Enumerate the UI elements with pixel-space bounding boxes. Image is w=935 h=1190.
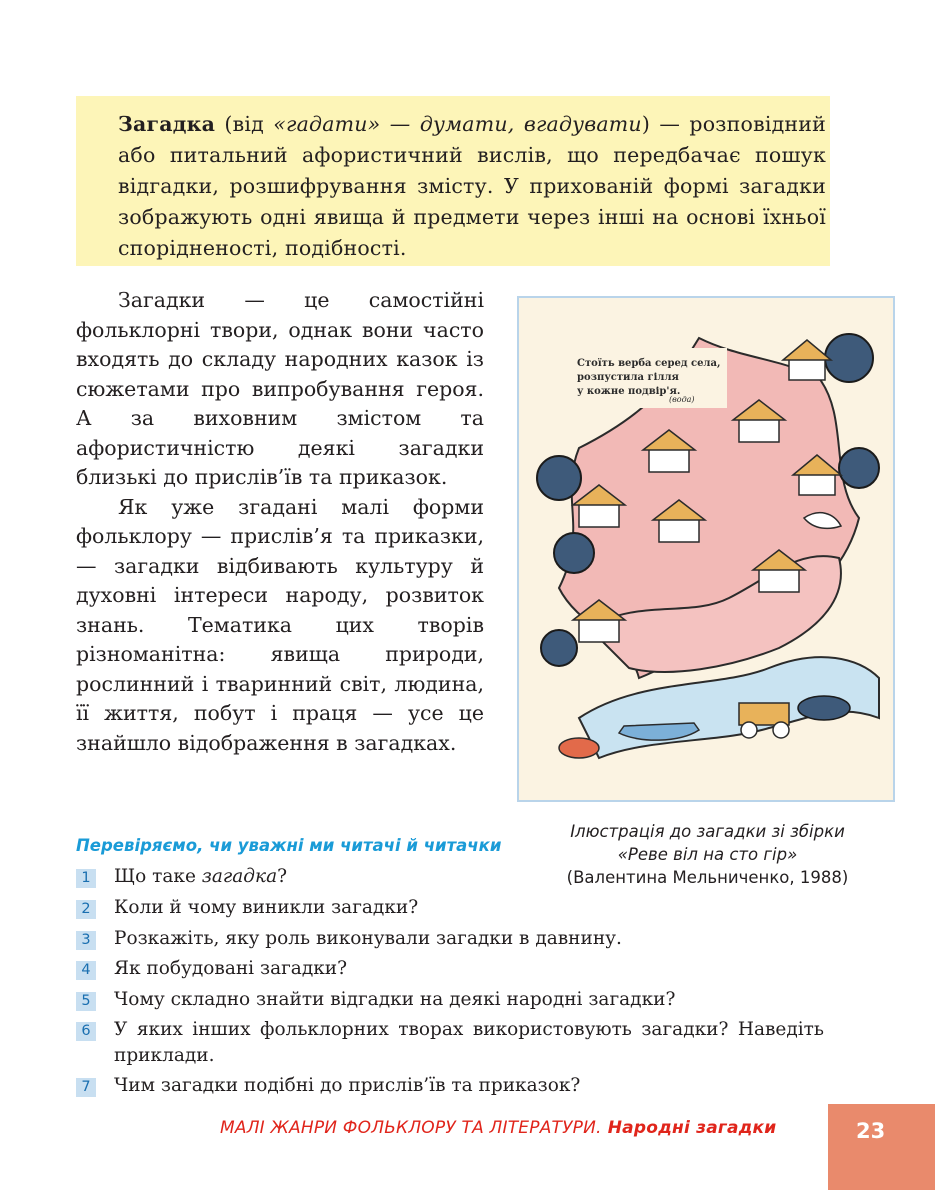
definition-rest: ) — розповідний або питальний афористичний вислів, що передбачає пошук відгадки, розшифрування змісту. У прихованій формі загадки зображують одні явища й предмети через інші на основі їхньої спорідненості, подібності.: [118, 112, 826, 260]
definition-text: [118, 109, 826, 264]
question-text: Чим загадки подібні до прислів’їв та приказок?: [114, 1075, 581, 1096]
page-number-badge: [828, 1104, 935, 1190]
question-number: 5: [76, 992, 96, 1011]
definition-term: Загадка: [118, 112, 216, 136]
illustration-riddle-line2: розпустила гілля: [577, 372, 679, 383]
question-item: [76, 956, 836, 982]
riddle-illustration: [517, 296, 895, 802]
illustration-riddle-line3: у кожне подвір'я.: [577, 386, 681, 397]
paragraph-1: Загадки — це самостійні фольклорні твори, однак вони часто входять до складу народних казок із сюжетами про випробування героя. А за виховним змістом та афористичністю деякі загадки близькі до прислів’їв та приказок.: [76, 288, 484, 489]
footer-section-caps: МАЛІ ЖАНРИ ФОЛЬКЛОРУ ТА ЛІТЕРАТУРИ.: [220, 1118, 602, 1138]
caption-line2: «Реве віл на сто гір»: [617, 845, 798, 864]
question-item: [76, 987, 836, 1013]
question-text: Розкажіть, яку роль виконували загадки в давнину.: [114, 928, 622, 949]
illustration-answer: (вода): [669, 395, 695, 404]
question-number: 1: [76, 869, 96, 888]
caption-line3: (Валентина Мельниченко, 1988): [566, 868, 849, 887]
definition-box: [76, 96, 830, 266]
page-number: 23: [856, 1119, 886, 1143]
question-text: У яких інших фольклорних творах використовують загадки? Наведіть приклади.: [114, 1019, 824, 1066]
footer-section-sub: Народні загадки: [601, 1118, 777, 1138]
caption-line1: Ілюстрація до загадки зі збірки: [570, 822, 845, 841]
question-number: 6: [76, 1022, 96, 1041]
definition-open: (від: [215, 112, 274, 136]
question-text: Що таке загадка?: [114, 866, 288, 887]
question-text: Коли й чому виникли загадки?: [114, 897, 419, 918]
question-item: [76, 864, 836, 890]
illustration-drawing: [519, 298, 893, 800]
question-item: [76, 926, 836, 952]
definition-etymology: «гадати» — думати, вгадувати: [273, 112, 642, 136]
illustration-riddle-line1: Стоїть верба серед села,: [577, 358, 721, 369]
question-text: Чому складно знайти відгадки на деякі народні загадки?: [114, 989, 676, 1010]
body-text: [76, 286, 484, 758]
question-number: 3: [76, 931, 96, 950]
question-item: [76, 1073, 836, 1099]
footer-section-title: [220, 1118, 776, 1138]
question-text: Як побудовані загадки?: [114, 958, 348, 979]
question-number: 7: [76, 1078, 96, 1097]
question-number: 4: [76, 961, 96, 980]
check-section-title: Перевіряємо, чи уважні ми читачі й читачки: [76, 836, 502, 855]
paragraph-2: Як уже згадані малі форми фольклору — прислів’я та приказки, — загадки відбивають культуру й духовні інтереси народу, розвиток знань. Тематика цих творів різноманітна: явища природи, рослинний і тваринний світ, людина, її життя, побут і праця — усе це знайшло відображення в загадках.: [76, 494, 484, 755]
question-item: [76, 895, 836, 921]
question-number: 2: [76, 900, 96, 919]
question-item: [76, 1017, 836, 1069]
